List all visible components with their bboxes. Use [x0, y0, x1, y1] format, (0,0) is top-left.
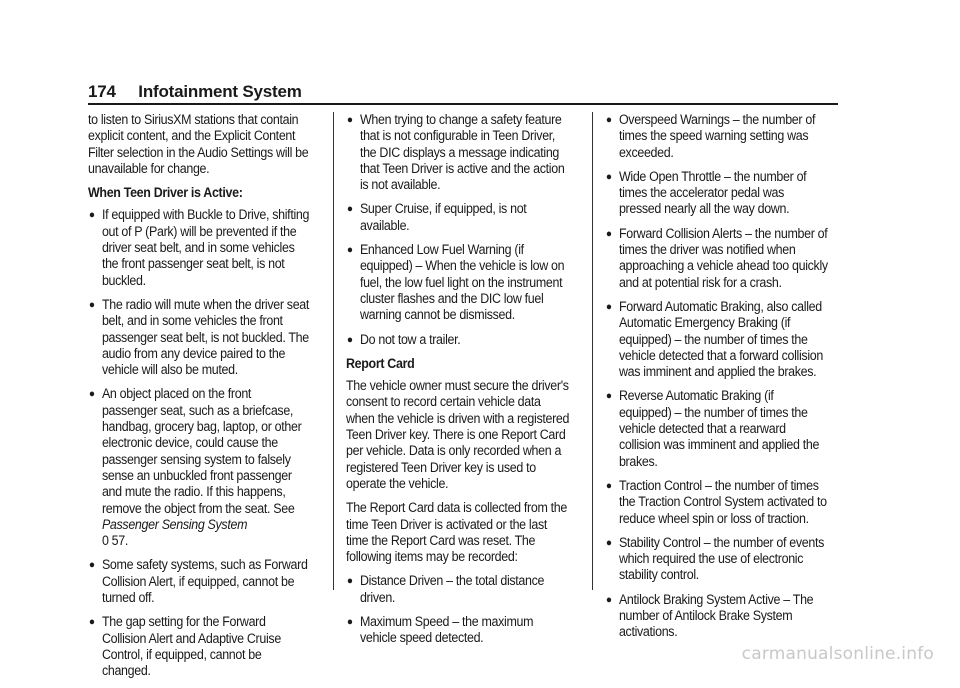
- page-number: 174: [88, 82, 116, 101]
- bullet-icon: ●: [346, 333, 353, 346]
- list-item-text: The radio will mute when the driver seat belt, and in some vehicles the front passenger seat belt, is not buckled. The audio from any device paired to the vehicle will also be muted.: [101, 296, 310, 378]
- list-item: [88, 207, 309, 288]
- bullet-icon: ●: [605, 300, 612, 313]
- bullet-icon: ●: [88, 559, 95, 572]
- list-item-text: Enhanced Low Fuel Warning (if equipped) – When the vehicle is low on fuel, the low fuel light on the instrument cluster flashes and the DIC low fuel warning cannot be dismissed.: [359, 242, 565, 323]
- bullet-icon: ●: [346, 203, 353, 216]
- list-item-text: Distance Driven – the total distance driven.: [359, 573, 545, 605]
- report-card-paragraph: The Report Card data is collected from the time Teen Driver is activated or the last time the Report Card was reset. The following items may be recorded:: [346, 500, 567, 565]
- list-item: [605, 592, 828, 641]
- bullet-icon: ●: [605, 390, 612, 403]
- list-item: [605, 226, 828, 291]
- column-1: [88, 112, 309, 688]
- list-item: [605, 112, 828, 161]
- column-divider: [592, 112, 593, 590]
- bullet-icon: ●: [346, 114, 353, 126]
- list-item: [605, 299, 828, 380]
- list-item: [346, 201, 569, 234]
- list-item-text: When trying to change a safety feature that is not configurable in Teen Driver, the DIC displays a message indicating that Teen Driver is active and the action is not available.: [359, 112, 565, 193]
- list-item-text: If equipped with Buckle to Drive, shifting out of P (Park) will be prevented if the driver seat belt, and in some vehicles the front passenger seat belt, is not buckled.: [101, 207, 310, 288]
- page-header: [88, 82, 302, 102]
- list-item-text: Overspeed Warnings – the number of times the speed warning setting was exceeded.: [618, 112, 816, 160]
- teen-driver-active-heading: When Teen Driver is Active:: [88, 185, 243, 201]
- list-item: [88, 614, 309, 679]
- bullet-icon: ●: [346, 244, 353, 257]
- header-divider: [88, 103, 838, 105]
- bullet-icon: ●: [346, 575, 353, 588]
- column-2: [346, 112, 569, 655]
- column-3: [605, 112, 828, 649]
- list-item-text: The gap setting for the Forward Collision Alert and Adaptive Cruise Control, if equipped, cannot be changed.: [101, 614, 281, 679]
- list-item-text: Stability Control – the number of events which required the use of electronic stability control.: [618, 534, 824, 583]
- list-item-text: Traction Control – the number of times the Traction Control System activated to reduce wheel spin or loss of traction.: [618, 477, 827, 526]
- bullet-icon: ●: [605, 479, 612, 492]
- list-item-text: Do not tow a trailer.: [359, 331, 461, 347]
- bullet-icon: ●: [605, 536, 612, 549]
- cross-reference-link[interactable]: Passenger Sensing System: [101, 516, 248, 532]
- list-item-text: Maximum Speed – the maximum vehicle speed detected.: [359, 614, 534, 646]
- list-item-text: Forward Collision Alerts – the number of times the driver was notified when approaching a vehicle ahead too quickly and at potential risk for a crash.: [618, 225, 828, 290]
- list-item: [346, 242, 569, 323]
- column-divider: [333, 112, 334, 590]
- bullet-icon: ●: [346, 616, 353, 629]
- list-item-text: Antilock Braking System Active – The number of Antilock Brake System activations.: [618, 591, 814, 640]
- bullet-icon: ●: [605, 170, 612, 183]
- list-item-text: Reverse Automatic Braking (if equipped) – the number of times the vehicle detected that a rearward collision was imminent and applied the brakes.: [618, 388, 820, 469]
- report-card-paragraph: The vehicle owner must secure the driver's consent to record certain vehicle data when the vehicle is driven with a registered Teen Driver key. There is one Report Card per vehicle. Data is only recorded when a registered Teen Driver key is used to operate the vehicle.: [346, 378, 570, 491]
- list-item: [605, 478, 828, 527]
- section-title: Infotainment System: [138, 82, 302, 101]
- bullet-icon: ●: [88, 298, 95, 311]
- list-item: [605, 388, 828, 469]
- list-item: [88, 557, 309, 606]
- report-card-heading: Report Card: [346, 355, 415, 371]
- bullet-icon: ●: [88, 616, 95, 629]
- watermark: carmanualsonline.info: [741, 644, 934, 664]
- list-item-text: Some safety systems, such as Forward Collision Alert, if equipped, cannot be turned off.: [101, 557, 308, 606]
- list-item: [605, 169, 828, 218]
- list-item-text: Forward Automatic Braking, also called Automatic Emergency Braking (if equipped) – the number of times the vehicle detected that a forward collision was imminent and applied the brakes.: [618, 298, 823, 380]
- list-item-text: Super Cruise, if equipped, is not available.: [359, 201, 527, 233]
- bullet-icon: ●: [605, 227, 612, 240]
- bullet-icon: ●: [88, 388, 95, 401]
- intro-paragraph: to listen to SiriusXM stations that contain explicit content, and the Explicit Content Filter selection in the Audio Settings will be unavailable for change.: [88, 112, 309, 176]
- list-item-text: An object placed on the front passenger seat, such as a briefcase, handbag, grocery bag, laptop, or other electronic device, could cause the passenger sensing system to falsely sense an unbuckled front passenger and mute the radio. If this happens, remove the object from the seat. See: [101, 386, 302, 516]
- list-item: [346, 573, 569, 606]
- list-item: [346, 112, 569, 193]
- list-item: [346, 614, 569, 647]
- bullet-icon: ●: [605, 593, 612, 606]
- list-item: [605, 535, 828, 584]
- page-reference[interactable]: 0 57.: [101, 533, 129, 549]
- list-item: [88, 386, 309, 549]
- list-item: [88, 297, 309, 378]
- list-item-text: Wide Open Throttle – the number of times the accelerator pedal was pressed nearly all the way down.: [618, 168, 807, 217]
- bullet-icon: ●: [88, 209, 95, 222]
- bullet-icon: ●: [605, 114, 612, 126]
- list-item: [346, 332, 569, 348]
